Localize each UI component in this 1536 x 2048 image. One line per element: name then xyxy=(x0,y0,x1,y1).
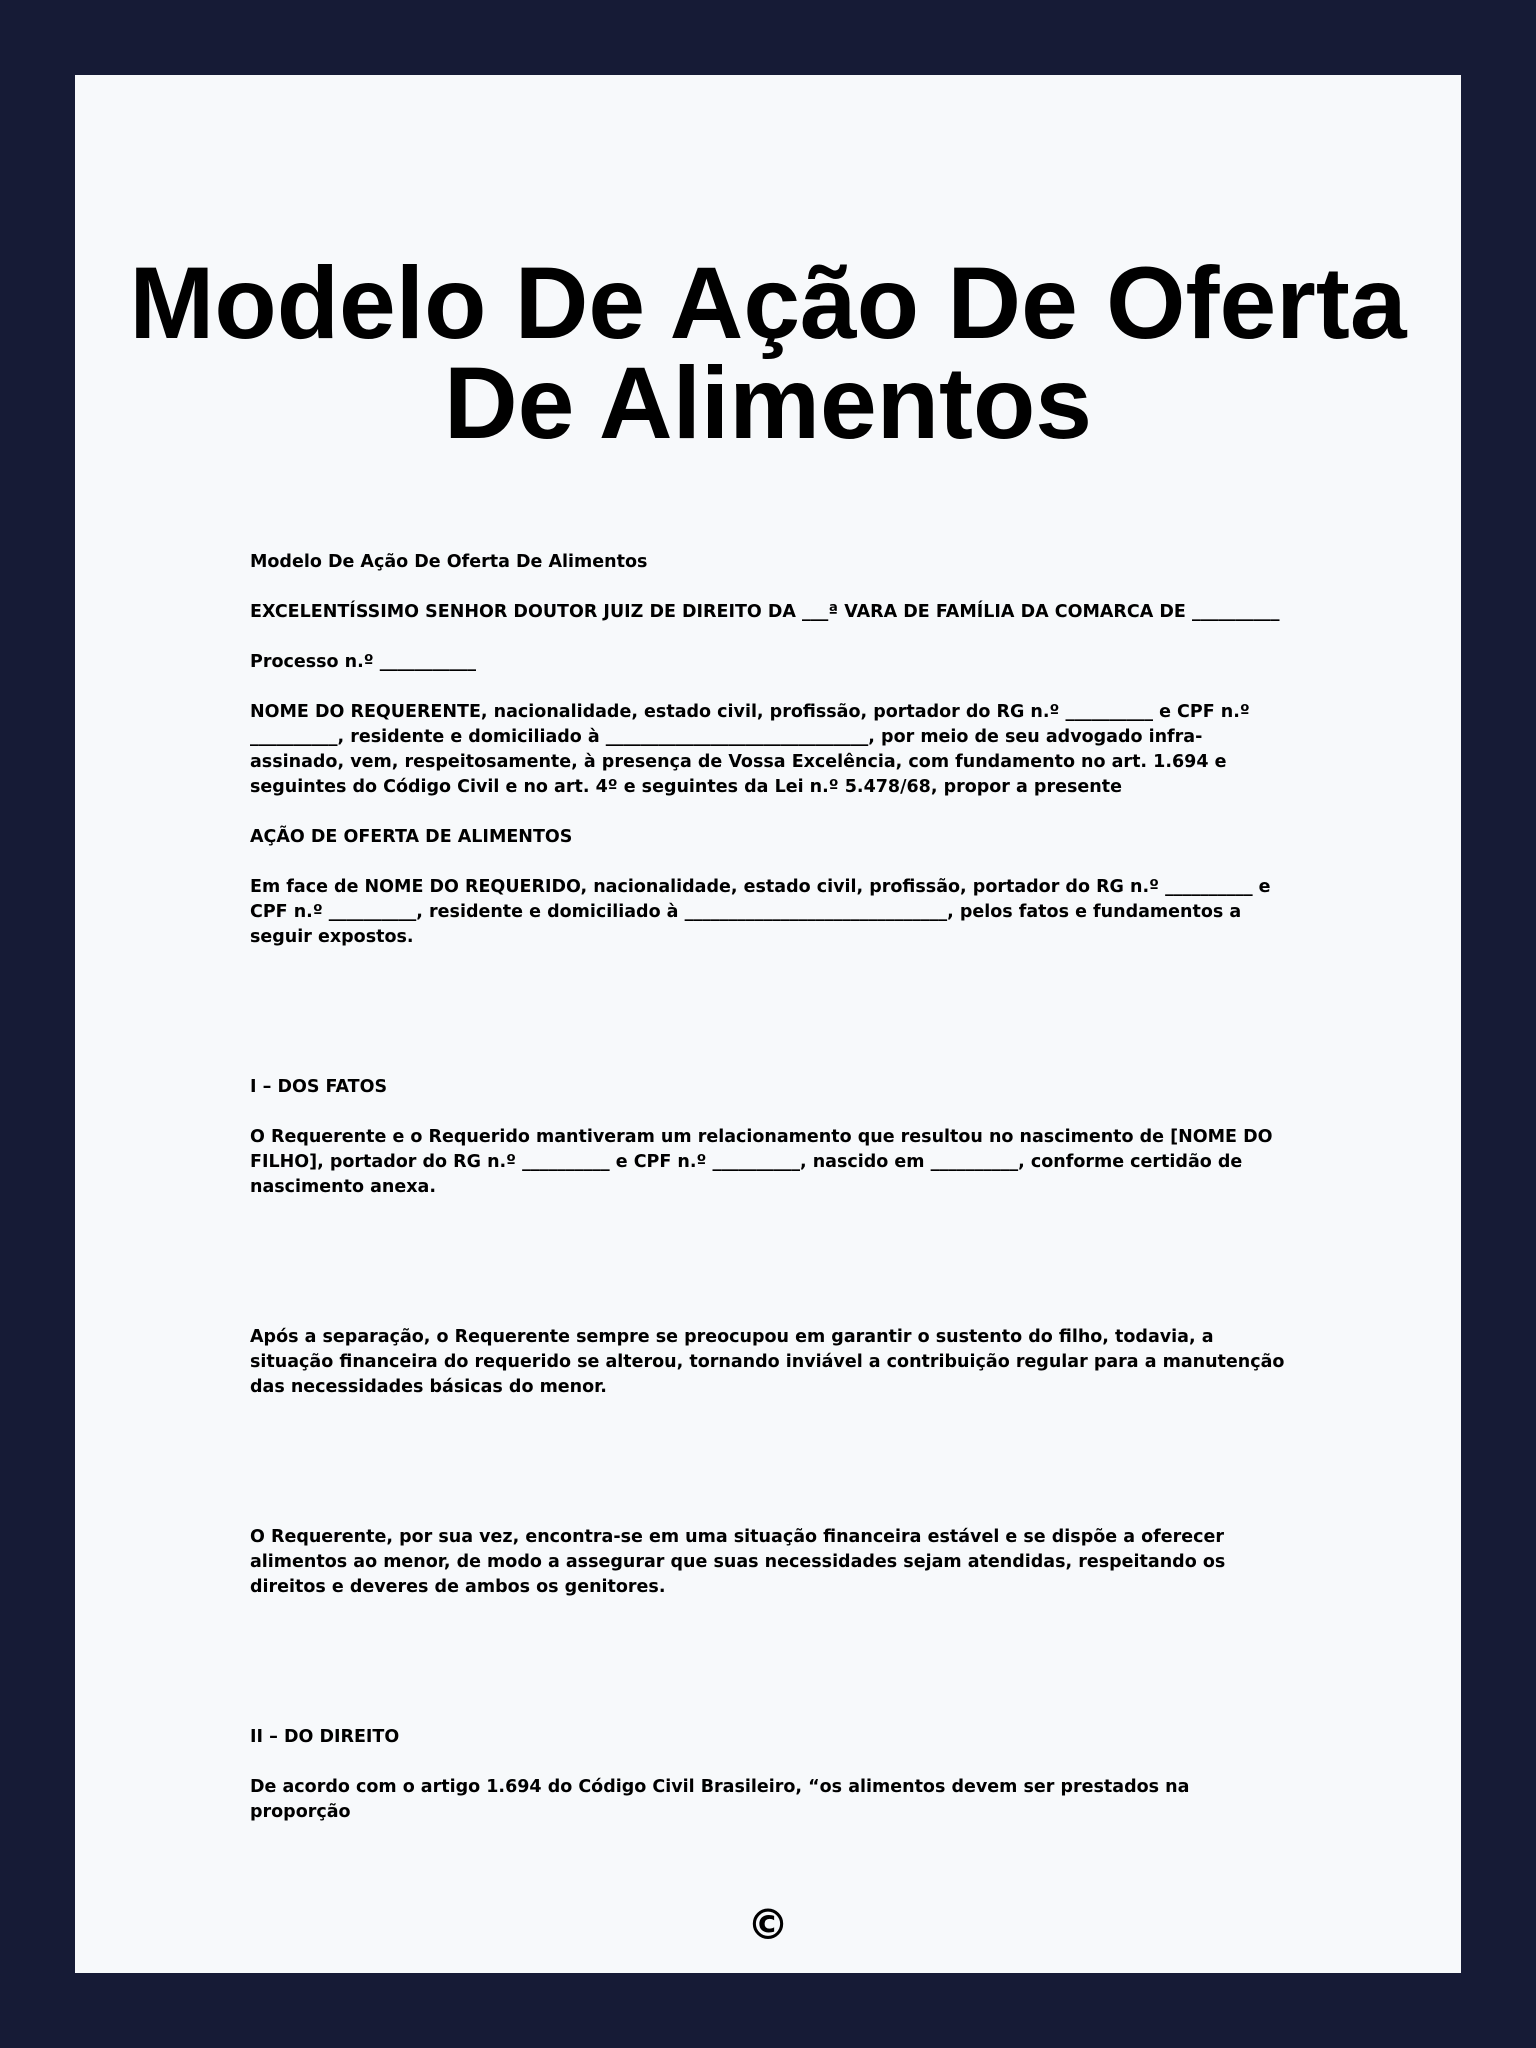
facts-paragraph-3: O Requerente, por sua vez, encontra-se em uma situação financeira estável e se dispõe a oferecer alimentos ao menor, de modo a assegurar que suas necessidades sejam atendidas, respeitando os direitos e deveres de ambos os genitores. xyxy=(250,1527,1226,1597)
document-body xyxy=(250,550,1285,1850)
facts-paragraph-2: Após a separação, o Requerente sempre se preocupou em garantir o sustento do filho, todavia, a situação financeira do requerido se alterou, tornando inviável a contribuição regular para a manutenção das necessidades básicas do menor. xyxy=(250,1327,1285,1397)
section-law-heading: II – DO DIREITO xyxy=(250,1727,400,1747)
defendant-qualification-paragraph: Em face de NOME DO REQUERIDO, nacionalidade, estado civil, profissão, portador do RG n.º __________ e CPF n.º __________, residente e domiciliado à ______________________________, pelos fatos e fundamentos a seguir expostos. xyxy=(250,877,1271,947)
document-heading-repeat: Modelo De Ação De Oferta De Alimentos xyxy=(250,552,648,572)
document-page xyxy=(75,75,1461,1973)
law-paragraph-1: De acordo com o artigo 1.694 do Código Civil Brasileiro, “os alimentos devem ser prestados na proporção xyxy=(250,1777,1190,1822)
section-facts-heading: I – DOS FATOS xyxy=(250,1077,388,1097)
address-line: EXCELENTÍSSIMO SENHOR DOUTOR JUIZ DE DIREITO DA ___ª VARA DE FAMÍLIA DA COMARCA DE __________ xyxy=(250,602,1280,622)
document-title: Modelo De Ação De Oferta De Alimentos xyxy=(129,246,1407,460)
copyright-icon: © xyxy=(747,1900,789,1949)
process-number-line: Processo n.º ___________ xyxy=(250,652,476,672)
action-name-heading: AÇÃO DE OFERTA DE ALIMENTOS xyxy=(250,827,573,847)
plaintiff-qualification-paragraph: NOME DO REQUERENTE, nacionalidade, estado civil, profissão, portador do RG n.º __________ e CPF n.º __________, residente e domiciliado à ______________________________, por meio de seu advogado infra-assinado, vem, respeitosamente, à presença de Vossa Excelência, com fundamento no art. 1.694 e seguintes do Código Civil e no art. 4º e seguintes da Lei n.º 5.478/68, propor a presente xyxy=(250,702,1250,797)
facts-paragraph-1: O Requerente e o Requerido mantiveram um relacionamento que resultou no nascimento de [NOME DO FILHO], portador do RG n.º __________ e CPF n.º __________, nascido em __________, conforme certidão de nascimento anexa. xyxy=(250,1127,1273,1197)
